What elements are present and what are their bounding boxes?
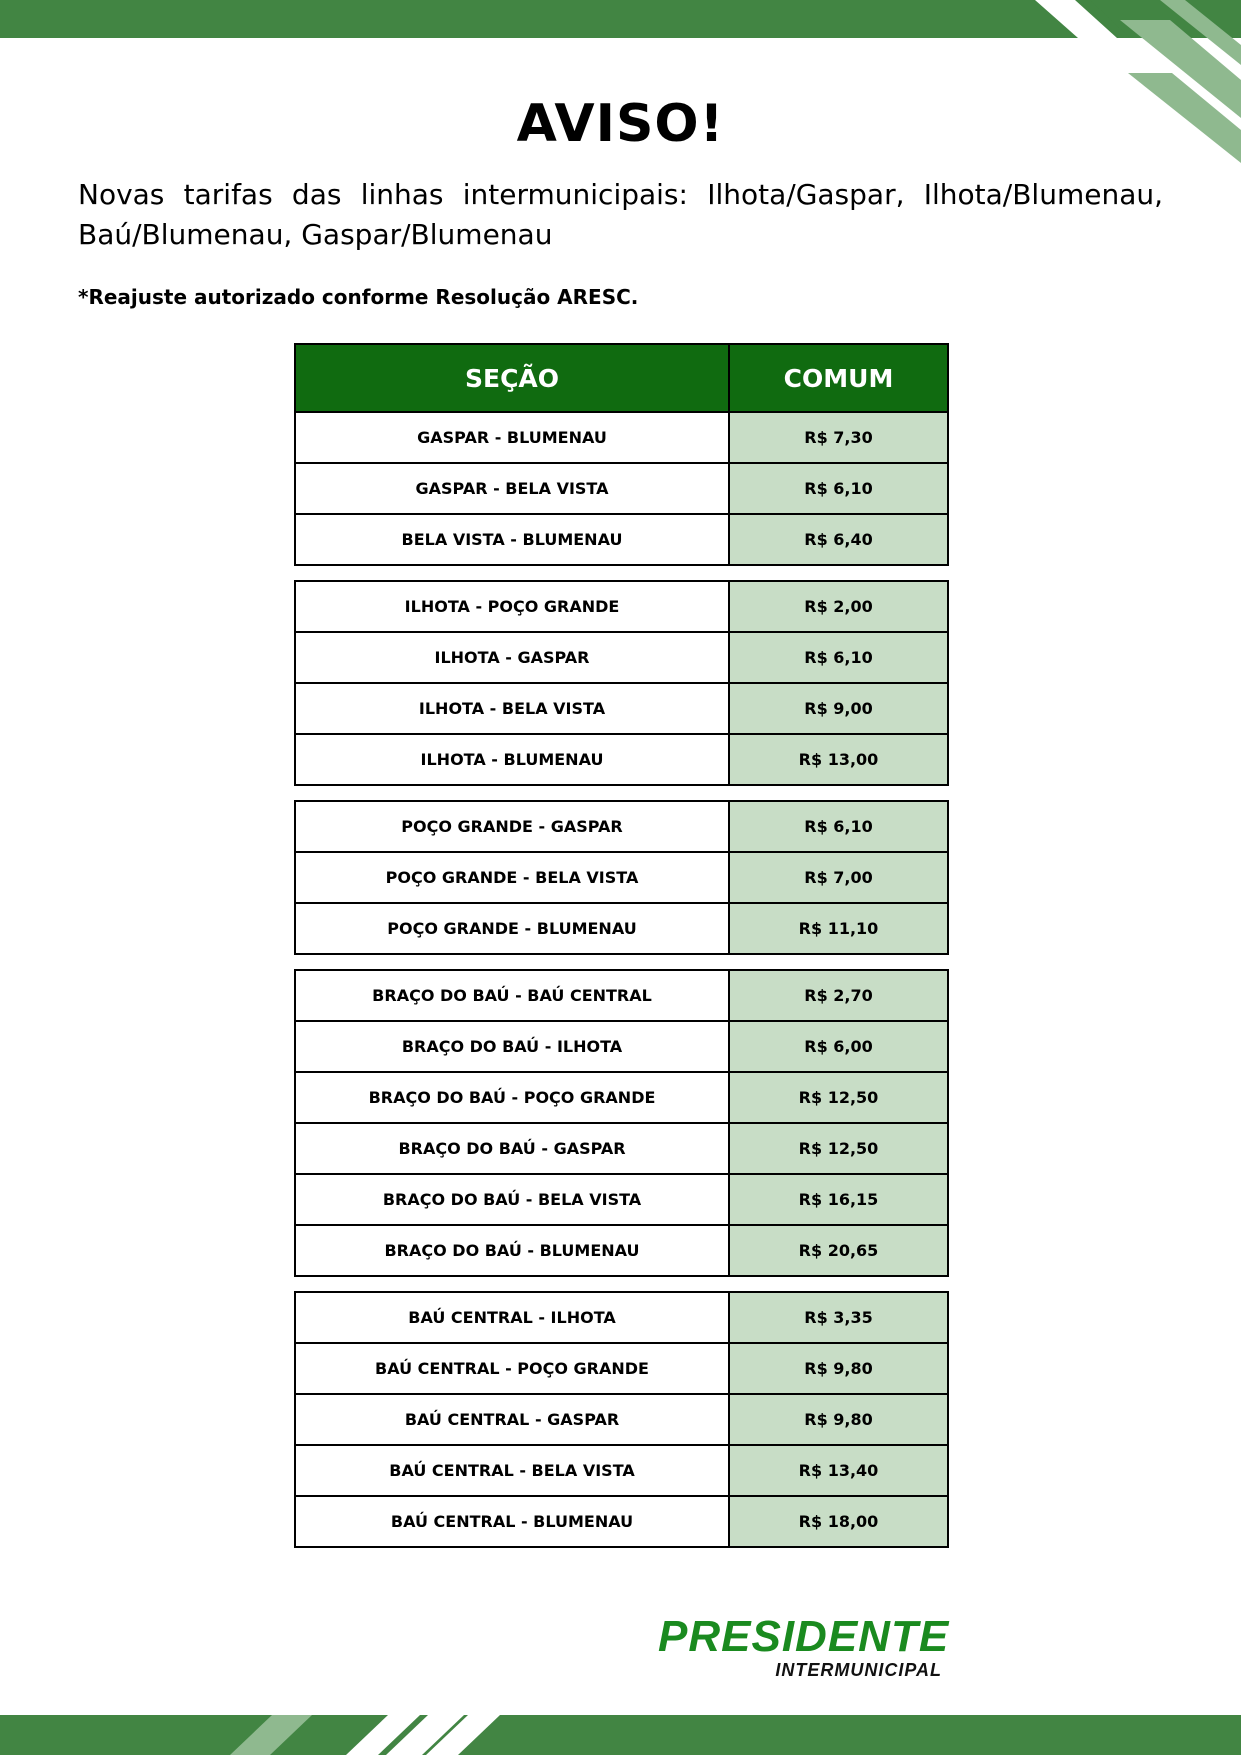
fare-table-group-5 (294, 1291, 949, 1548)
route-cell: BRAÇO DO BAÚ - ILHOTA (295, 1021, 729, 1072)
table-row (295, 1496, 948, 1547)
price-cell: R$ 12,50 (729, 1072, 948, 1123)
table-row (295, 801, 948, 852)
table-row (295, 1072, 948, 1123)
table-row (295, 1394, 948, 1445)
route-cell: ILHOTA - GASPAR (295, 632, 729, 683)
price-cell: R$ 6,40 (729, 514, 948, 565)
table-row (295, 1292, 948, 1343)
price-cell: R$ 16,15 (729, 1174, 948, 1225)
price-cell: R$ 9,80 (729, 1394, 948, 1445)
route-cell: ILHOTA - POÇO GRANDE (295, 581, 729, 632)
fare-table-group-4 (294, 969, 949, 1277)
price-cell: R$ 11,10 (729, 903, 948, 954)
price-cell: R$ 2,00 (729, 581, 948, 632)
price-cell: R$ 9,80 (729, 1343, 948, 1394)
price-cell: R$ 20,65 (729, 1225, 948, 1276)
route-cell: BAÚ CENTRAL - BELA VISTA (295, 1445, 729, 1496)
table-row (295, 514, 948, 565)
table-row (295, 903, 948, 954)
table-row (295, 683, 948, 734)
table-row (295, 1445, 948, 1496)
table-row (295, 1021, 948, 1072)
logo-subtitle: INTERMUNICIPAL (775, 1660, 942, 1680)
table-row (295, 463, 948, 514)
table-row (295, 970, 948, 1021)
route-cell: BRAÇO DO BAÚ - GASPAR (295, 1123, 729, 1174)
price-cell: R$ 2,70 (729, 970, 948, 1021)
price-cell: R$ 6,00 (729, 1021, 948, 1072)
table-row (295, 1123, 948, 1174)
bottom-decor-band (0, 1715, 1241, 1755)
table-row (295, 1225, 948, 1276)
table-row (295, 852, 948, 903)
route-cell: BAÚ CENTRAL - GASPAR (295, 1394, 729, 1445)
route-cell: ILHOTA - BELA VISTA (295, 683, 729, 734)
route-cell: BAÚ CENTRAL - BLUMENAU (295, 1496, 729, 1547)
table-row (295, 1174, 948, 1225)
route-cell: GASPAR - BLUMENAU (295, 412, 729, 463)
logo-wordmark: PRESIDENTE (658, 1612, 950, 1661)
route-cell: ILHOTA - BLUMENAU (295, 734, 729, 785)
route-cell: BRAÇO DO BAÚ - BELA VISTA (295, 1174, 729, 1225)
company-logo (658, 1612, 950, 1681)
resolution-note: *Reajuste autorizado conforme Resolução ARESC. (78, 285, 639, 309)
route-cell: BELA VISTA - BLUMENAU (295, 514, 729, 565)
table-row (295, 632, 948, 683)
price-cell: R$ 12,50 (729, 1123, 948, 1174)
page-title: AVISO! (516, 94, 725, 154)
table-row (295, 412, 948, 463)
table-row (295, 581, 948, 632)
price-cell: R$ 6,10 (729, 463, 948, 514)
route-cell: BAÚ CENTRAL - ILHOTA (295, 1292, 729, 1343)
table-row (295, 1343, 948, 1394)
price-cell: R$ 3,35 (729, 1292, 948, 1343)
price-cell: R$ 9,00 (729, 683, 948, 734)
price-cell: R$ 13,00 (729, 734, 948, 785)
fare-table-group-3 (294, 800, 949, 955)
column-header-fare: COMUM (729, 344, 948, 412)
route-cell: BRAÇO DO BAÚ - BLUMENAU (295, 1225, 729, 1276)
route-cell: GASPAR - BELA VISTA (295, 463, 729, 514)
price-cell: R$ 13,40 (729, 1445, 948, 1496)
price-cell: R$ 7,00 (729, 852, 948, 903)
route-cell: POÇO GRANDE - GASPAR (295, 801, 729, 852)
route-cell: BRAÇO DO BAÚ - BAÚ CENTRAL (295, 970, 729, 1021)
intro-text: Novas tarifas das linhas intermunicipais: Ilhota/Gaspar, Ilhota/Blumenau, Baú/Blumenau, Gaspar/Blumenau (78, 178, 1163, 251)
fare-tables (294, 343, 947, 1548)
column-header-section: SEÇÃO (295, 344, 729, 412)
price-cell: R$ 6,10 (729, 632, 948, 683)
fare-table-group-1 (294, 343, 949, 566)
table-row (295, 734, 948, 785)
fare-table-group-2 (294, 580, 949, 786)
price-cell: R$ 7,30 (729, 412, 948, 463)
route-cell: BAÚ CENTRAL - POÇO GRANDE (295, 1343, 729, 1394)
price-cell: R$ 6,10 (729, 801, 948, 852)
price-cell: R$ 18,00 (729, 1496, 948, 1547)
route-cell: BRAÇO DO BAÚ - POÇO GRANDE (295, 1072, 729, 1123)
route-cell: POÇO GRANDE - BLUMENAU (295, 903, 729, 954)
table-header-row (295, 344, 948, 412)
route-cell: POÇO GRANDE - BELA VISTA (295, 852, 729, 903)
